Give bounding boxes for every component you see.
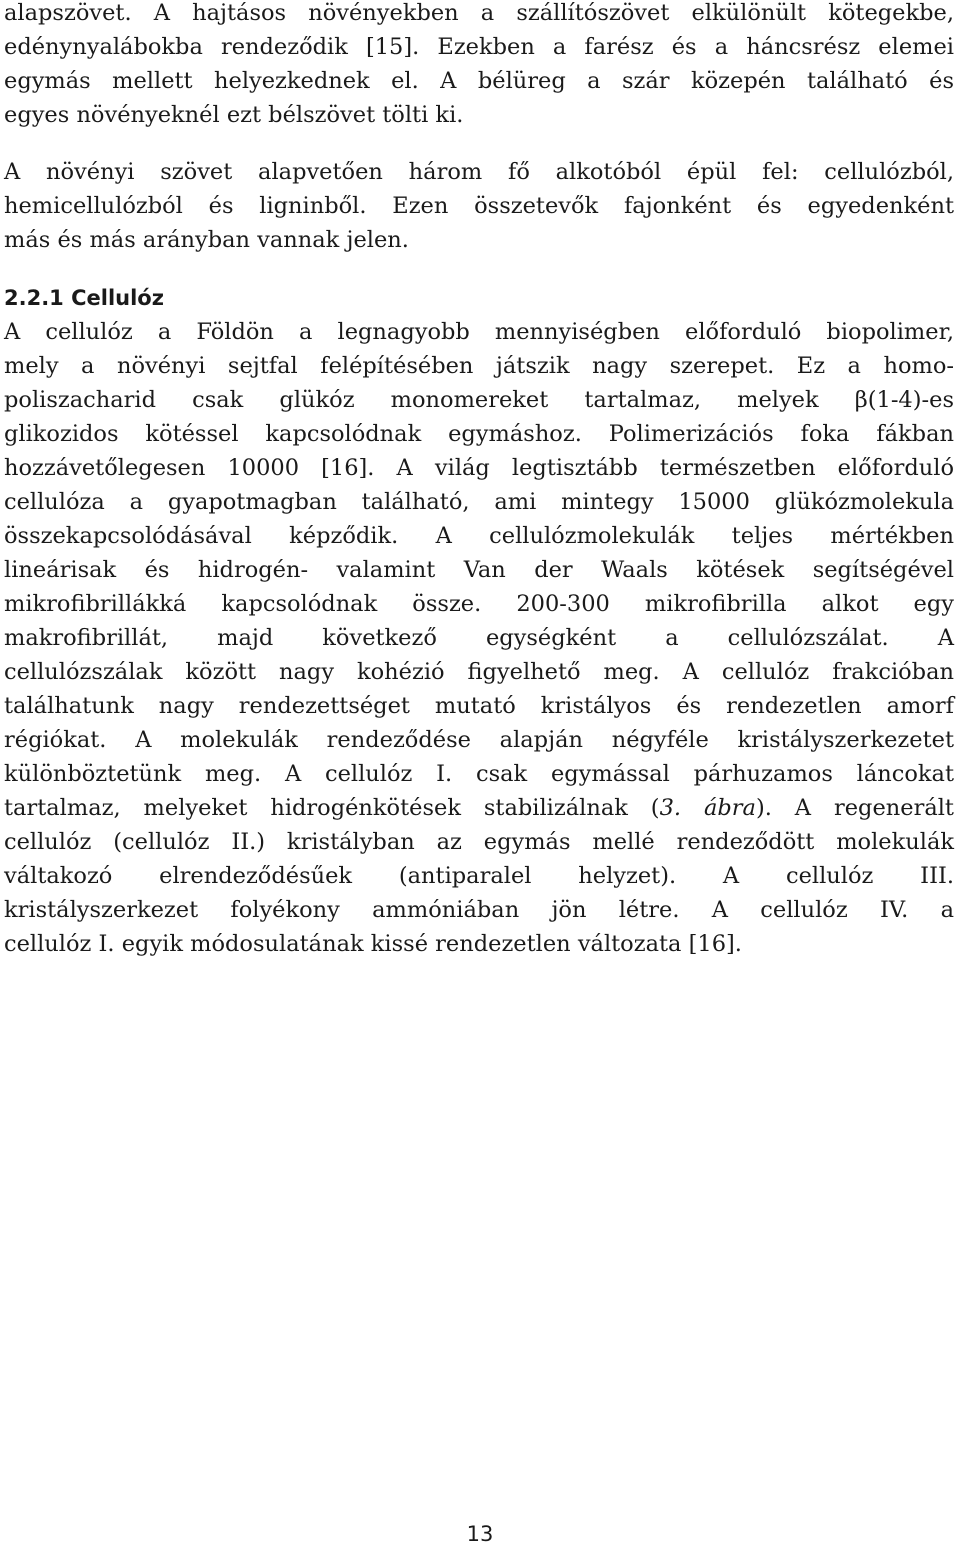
text-line: poliszacharid csak glükóz monomereket tartalmaz, melyek β(1-4)-es — [4, 387, 954, 413]
text-line: hemicellulózból és ligninből. Ezen összetevők fajonként és egyedenként — [4, 193, 954, 219]
text-line: edénynyalábokba rendeződik [15]. Ezekben a farész és a háncsrész elemei — [4, 34, 954, 60]
figure-reference: 3. ábra — [659, 795, 756, 821]
text-line: találhatunk nagy rendezettséget mutató kristályos és rendezetlen amorf — [4, 693, 954, 719]
text-line: cellulóz (cellulóz II.) kristályban az egymás mellé rendeződött molekulák — [4, 829, 954, 855]
text-line: makrofibrillát, majd következő egységként a cellulózszálat. A — [4, 625, 954, 651]
text-line: egymás mellett helyezkednek el. A bélüreg a szár közepén található és — [4, 68, 954, 94]
text-line: cellulózszálak között nagy kohézió figyelhető meg. A cellulóz frakcióban — [4, 659, 954, 685]
text-fragment: ). A regenerált — [755, 795, 954, 821]
text-line: A cellulóz a Földön a legnagyobb mennyiségben előforduló biopolimer, — [4, 319, 954, 345]
text-line: hozzávetőlegesen 10000 [16]. A világ legtisztább természetben előforduló — [4, 455, 954, 481]
page-number: 13 — [466, 1522, 494, 1546]
text-line: más és más arányban vannak jelen. — [4, 227, 409, 253]
text-line: alapszövet. A hajtásos növényekben a szállítószövet elkülönült kötegekbe, — [4, 0, 954, 26]
text-line: egyes növényeknél ezt bélszövet tölti ki. — [4, 102, 464, 128]
text-line: mely a növényi sejtfal felépítésében játszik nagy szerepet. Ez a homo- — [4, 353, 954, 379]
text-line: cellulóz I. egyik módosulatának kissé rendezetlen változata [16]. — [4, 931, 742, 957]
text-line: régiókat. A molekulák rendeződése alapján négyféle kristályszerkezetet — [4, 727, 954, 753]
text-fragment: tartalmaz, melyeket hidrogénkötések stabilizálnak ( — [4, 795, 660, 821]
text-line: különböztetünk meg. A cellulóz I. csak egymással párhuzamos láncokat — [4, 761, 954, 787]
text-line-with-figure-ref — [4, 791, 954, 825]
text-line: összekapcsolódásával képződik. A cellulózmolekulák teljes mértékben — [4, 523, 954, 549]
section-heading: 2.2.1 Cellulóz — [4, 286, 164, 310]
text-line: cellulóza a gyapotmagban található, ami mintegy 15000 glükózmolekula — [4, 489, 954, 515]
text-line: kristályszerkezet folyékony ammóniában jön létre. A cellulóz IV. a — [4, 897, 954, 923]
text-line: lineárisak és hidrogén- valamint Van der Waals kötések segítségével — [4, 557, 954, 583]
text-line: váltakozó elrendeződésűek (antiparalel helyzet). A cellulóz III. — [4, 863, 954, 889]
text-line: mikrofibrillákká kapcsolódnak össze. 200-300 mikrofibrilla alkot egy — [4, 591, 954, 617]
text-line: glikozidos kötéssel kapcsolódnak egymáshoz. Polimerizációs foka fákban — [4, 421, 954, 447]
text-line: A növényi szövet alapvetően három fő alkotóból épül fel: cellulózból, — [4, 159, 954, 185]
